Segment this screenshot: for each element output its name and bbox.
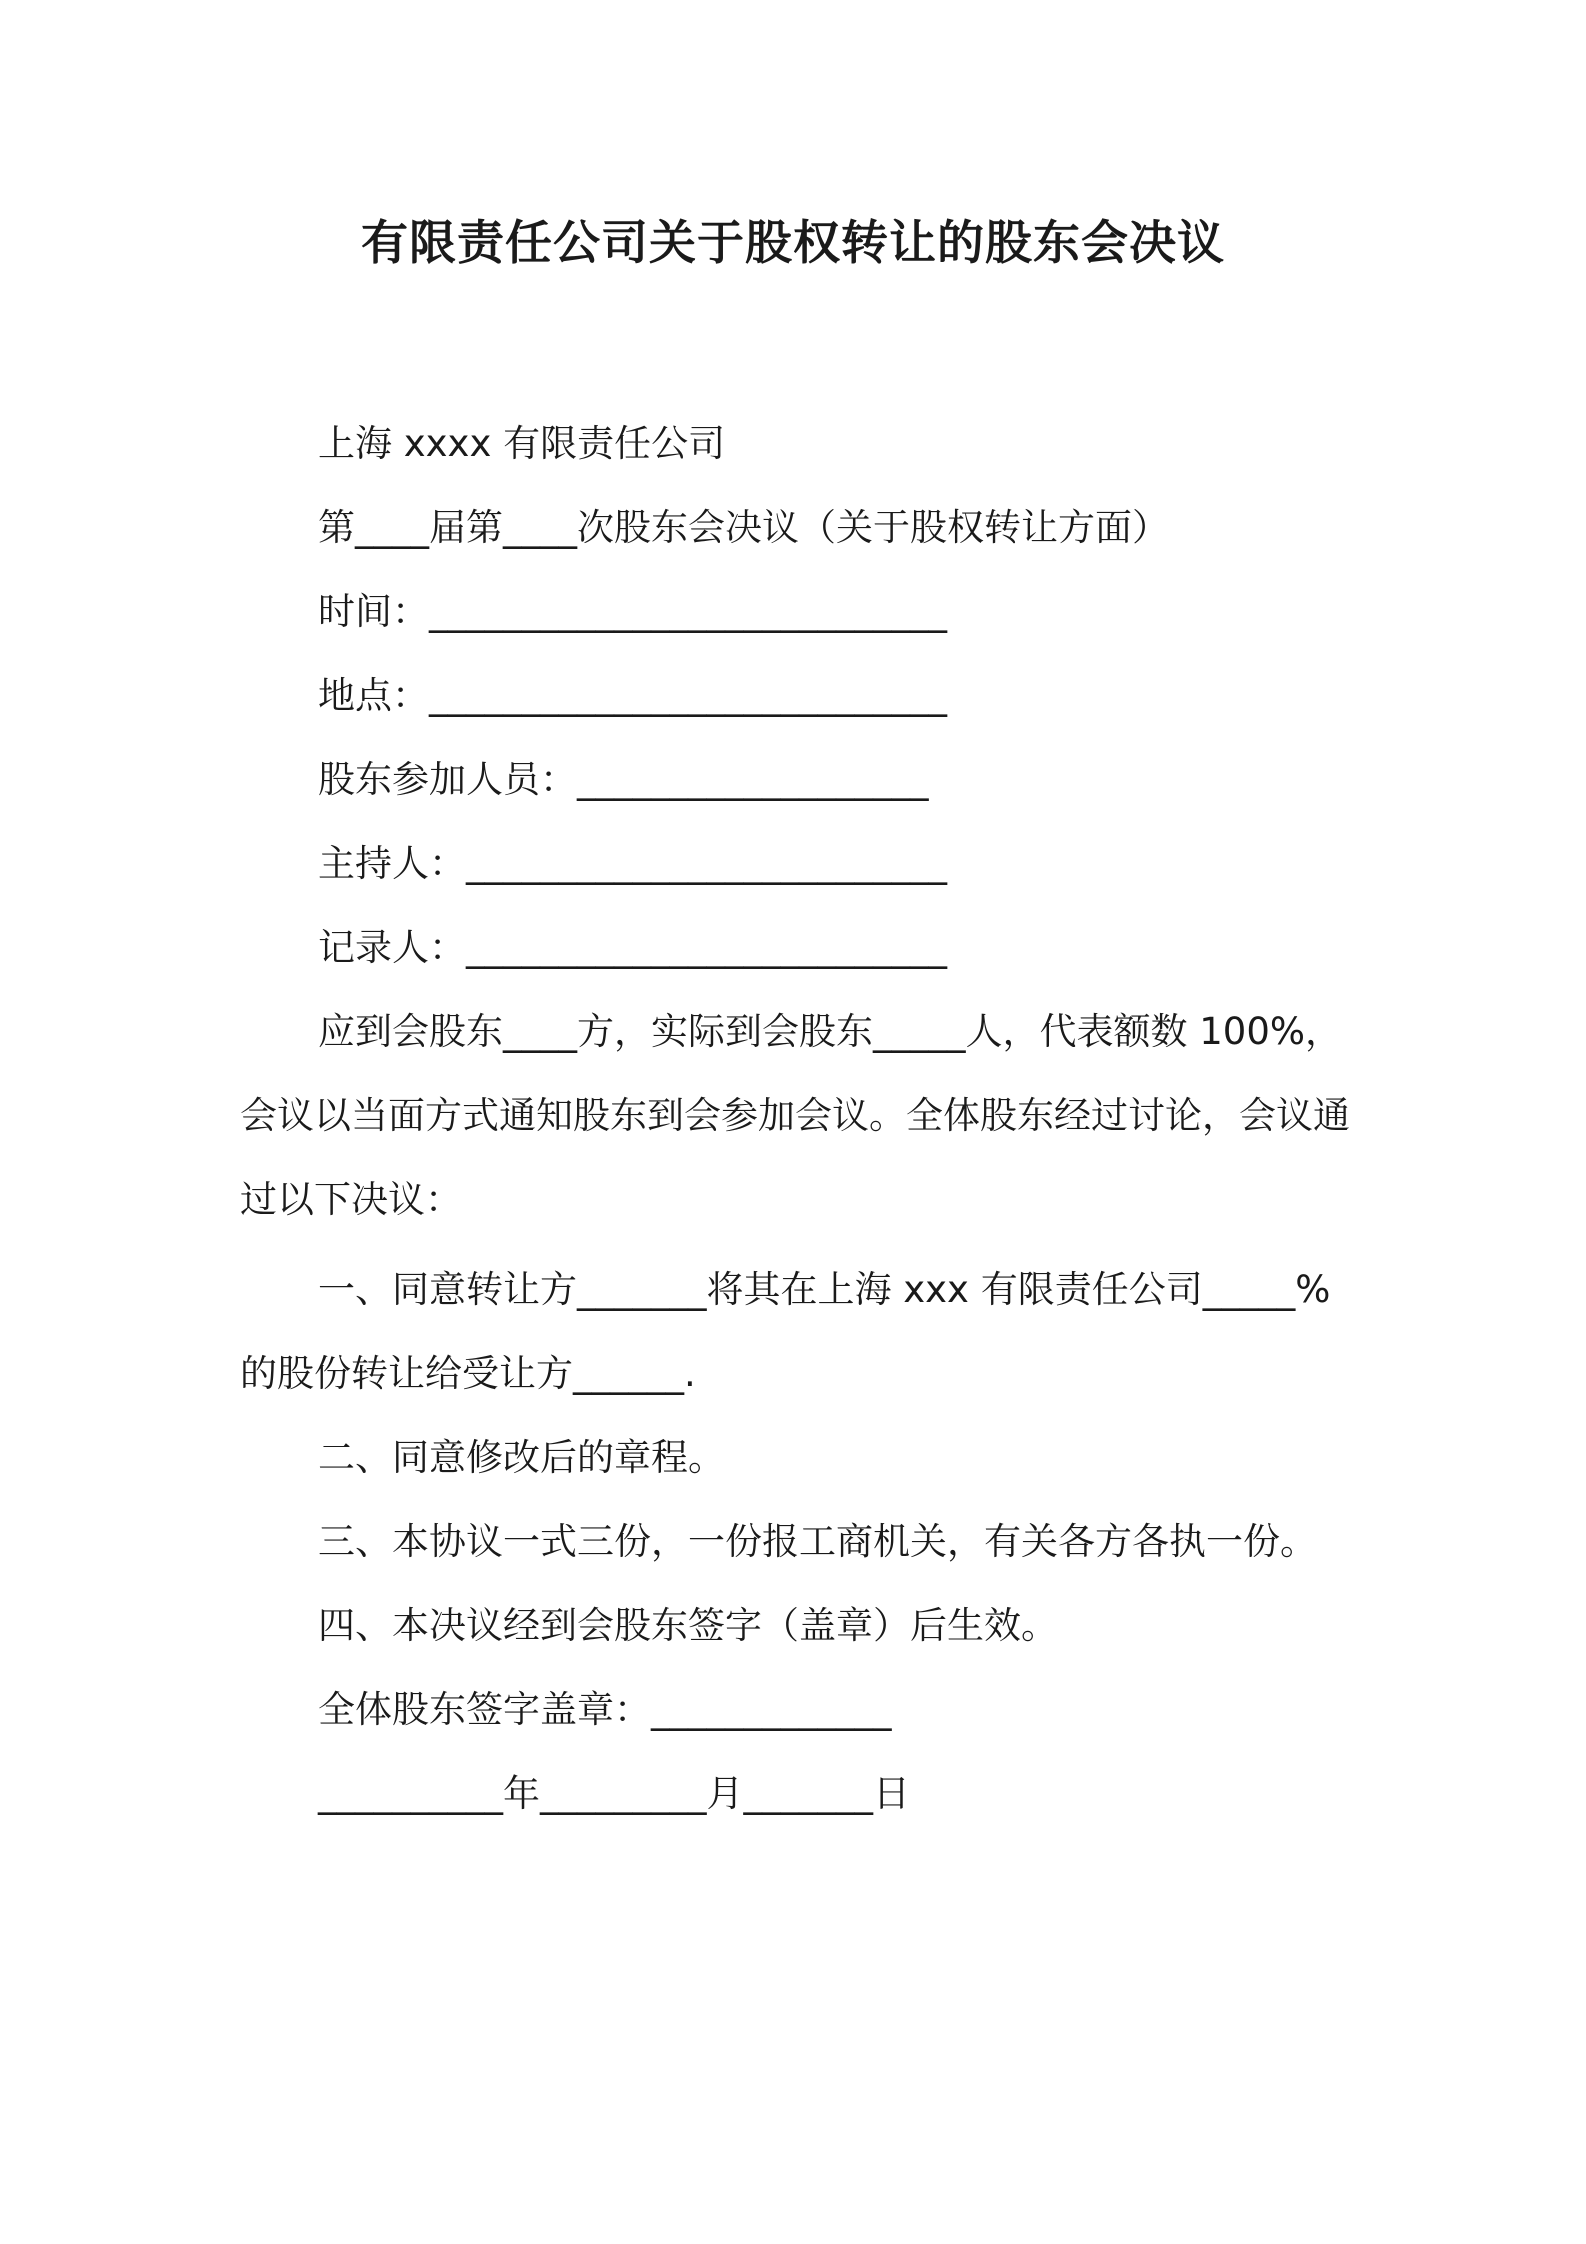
resolution-3: 三、本协议一式三份，一份报工商机关，有关各方各执一份。: [318, 1520, 1317, 1563]
document-title: 有限责任公司关于股权转让的股东会决议: [361, 216, 1225, 271]
body-line-2: 会议以当面方式通知股东到会参加会议。全体股东经过讨论，会议通: [240, 1094, 1350, 1137]
body-line-3: 过以下决议：: [240, 1178, 462, 1221]
time-field: 时间：____________________________: [318, 590, 947, 633]
resolution-1-line-1: 一、同意转让方_______将其在上海 xxx 有限责任公司_____%: [318, 1268, 1331, 1311]
place-field: 地点：____________________________: [318, 674, 947, 717]
session-line: 第____届第____次股东会决议（关于股权转让方面）: [318, 506, 1169, 549]
attendees-field: 股东参加人员：___________________: [318, 758, 929, 801]
date-line: __________年_________月_______日: [318, 1772, 910, 1815]
resolution-4: 四、本决议经到会股东签字（盖章）后生效。: [318, 1604, 1058, 1647]
resolution-1-line-2: 的股份转让给受让方______.: [240, 1352, 696, 1395]
company-name: 上海 xxxx 有限责任公司: [318, 422, 726, 465]
body-line-1: 应到会股东____方，实际到会股东_____人，代表额数 100%，: [318, 1010, 1343, 1053]
signature-line: 全体股东签字盖章：_____________: [318, 1688, 892, 1731]
resolution-2: 二、同意修改后的章程。: [318, 1436, 725, 1479]
host-field: 主持人：__________________________: [318, 842, 947, 885]
recorder-field: 记录人：__________________________: [318, 926, 947, 969]
